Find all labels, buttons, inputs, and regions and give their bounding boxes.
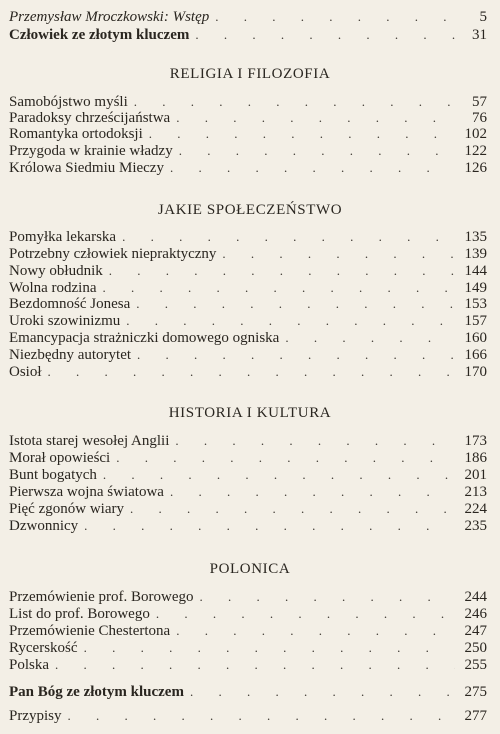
entry-page: 139: [464, 246, 487, 262]
entry-title: Paradoksy chrześcijaństwa: [9, 110, 171, 126]
entry-title: Przemówienie Chestertona: [9, 623, 171, 639]
entry-page: 122: [464, 143, 487, 159]
toc-entry: [9, 143, 487, 159]
dot-leader: [130, 501, 455, 517]
entry-title: Pomyłka lekarska: [9, 229, 117, 245]
entry-title: Wolna rodzina: [9, 280, 97, 296]
entry-title: Człowiek ze złotym kluczem: [9, 27, 190, 43]
dot-leader: [170, 484, 455, 500]
toc-entry: [9, 450, 487, 466]
dot-leader: [134, 94, 455, 110]
dot-leader: [156, 606, 455, 622]
entry-page: 213: [464, 484, 487, 500]
toc-entry: [9, 640, 487, 656]
entry-page: 126: [464, 160, 487, 176]
entry-page: 246: [464, 606, 487, 622]
entry-title: List do prof. Borowego: [9, 606, 150, 622]
toc-entry: [9, 433, 487, 449]
entry-page: 5: [479, 9, 487, 25]
entry-page: 235: [464, 518, 487, 534]
toc-entry: [9, 518, 487, 534]
toc-entry: [9, 280, 487, 296]
entry-page: 149: [464, 280, 487, 296]
entry-page: 166: [464, 347, 487, 363]
toc-entry: [9, 589, 487, 605]
toc-entry: [9, 708, 487, 724]
entry-page: 255: [464, 657, 487, 673]
entry-title: Przemysław Mroczkowski: Wstęp: [9, 9, 210, 25]
dot-leader: [84, 640, 455, 656]
dot-leader: [285, 330, 455, 346]
dot-leader: [170, 160, 455, 176]
entry-title: Pierwsza wojna światowa: [9, 484, 164, 500]
toc-entry: [9, 229, 487, 245]
toc-entry: [9, 263, 487, 279]
entry-page: 76: [472, 110, 487, 126]
entry-title: Królowa Siedmiu Mieczy: [9, 160, 164, 176]
toc-entry: [9, 313, 487, 329]
entry-page: 224: [464, 501, 487, 517]
dot-leader: [175, 433, 455, 449]
entry-page: 247: [464, 623, 487, 639]
entry-page: 244: [464, 589, 487, 605]
section-heading: JAKIE SPOŁECZEŃSTWO: [157, 202, 343, 218]
toc-entry: [9, 126, 487, 142]
dot-leader: [222, 246, 455, 262]
entry-page: 186: [464, 450, 487, 466]
entry-title: Romantyka ortodoksji: [9, 126, 143, 142]
entry-title: Istota starej wesołej Anglii: [9, 433, 170, 449]
entry-page: 135: [464, 229, 487, 245]
dot-leader: [68, 708, 456, 724]
toc-entry: [9, 110, 487, 126]
toc-entry: [9, 94, 487, 110]
entry-page: 31: [472, 27, 487, 43]
dot-leader: [55, 657, 455, 673]
toc-entry: [9, 9, 487, 25]
entry-title: Morał opowieści: [9, 450, 111, 466]
entry-title: Polska: [9, 657, 50, 673]
entry-title: Przemówienie prof. Borowego: [9, 589, 194, 605]
entry-page: 275: [464, 684, 487, 700]
toc-entry: [9, 501, 487, 517]
dot-leader: [200, 589, 455, 605]
dot-leader: [149, 126, 455, 142]
entry-title: Emancypacja strażniczki domowego ogniska: [9, 330, 280, 346]
dot-leader: [103, 467, 455, 483]
toc-entry: [9, 27, 487, 43]
entry-page: 102: [464, 126, 487, 142]
entry-title: Bunt bogatych: [9, 467, 97, 483]
entry-title: Pięć zgonów wiary: [9, 501, 124, 517]
section-heading: POLONICA: [209, 561, 291, 577]
dot-leader: [137, 347, 455, 363]
toc-entry: [9, 684, 487, 700]
dot-leader: [176, 110, 455, 126]
entry-page: 201: [464, 467, 487, 483]
entry-title: Rycerskość: [9, 640, 78, 656]
dot-leader: [103, 280, 455, 296]
dot-leader: [126, 313, 455, 329]
entry-title: Bezdomność Jonesa: [9, 296, 131, 312]
dot-leader: [84, 518, 455, 534]
entry-page: 250: [464, 640, 487, 656]
toc-entry: [9, 484, 487, 500]
toc-entry: [9, 347, 487, 363]
dot-leader: [122, 229, 455, 245]
entry-page: 160: [464, 330, 487, 346]
toc-entry: [9, 160, 487, 176]
dot-leader: [109, 263, 455, 279]
toc-entry: [9, 623, 487, 639]
toc-entry: [9, 296, 487, 312]
entry-title: Dzwonnicy: [9, 518, 79, 534]
dot-leader: [116, 450, 455, 466]
dot-leader: [190, 684, 455, 700]
entry-page: 153: [464, 296, 487, 312]
entry-page: 144: [464, 263, 487, 279]
dot-leader: [136, 296, 455, 312]
toc-entry: [9, 606, 487, 622]
entry-title: Samobójstwo myśli: [9, 94, 128, 110]
dot-leader: [195, 27, 455, 43]
entry-title: Potrzebny człowiek niepraktyczny: [9, 246, 217, 262]
entry-page: 170: [464, 364, 487, 380]
toc-entry: [9, 364, 487, 380]
dot-leader: [179, 143, 455, 159]
entry-page: 157: [464, 313, 487, 329]
entry-page: 277: [464, 708, 487, 724]
section-heading: HISTORIA I KULTURA: [168, 405, 332, 421]
toc-entry: [9, 246, 487, 262]
entry-title: Uroki szowinizmu: [9, 313, 121, 329]
toc-entry: [9, 657, 487, 673]
entry-title: Osioł: [9, 364, 42, 380]
section-heading: RELIGIA I FILOZOFIA: [169, 66, 331, 82]
entry-title: Nowy obłudnik: [9, 263, 103, 279]
dot-leader: [215, 9, 455, 25]
entry-page: 173: [464, 433, 487, 449]
entry-title: Przypisy: [9, 708, 62, 724]
dot-leader: [176, 623, 455, 639]
toc-entry: [9, 330, 487, 346]
toc-entry: [9, 467, 487, 483]
dot-leader: [48, 364, 455, 380]
entry-page: 57: [472, 94, 487, 110]
entry-title: Przygoda w krainie władzy: [9, 143, 173, 159]
entry-title: Pan Bóg ze złotym kluczem: [9, 684, 184, 700]
entry-title: Niezbędny autorytet: [9, 347, 132, 363]
